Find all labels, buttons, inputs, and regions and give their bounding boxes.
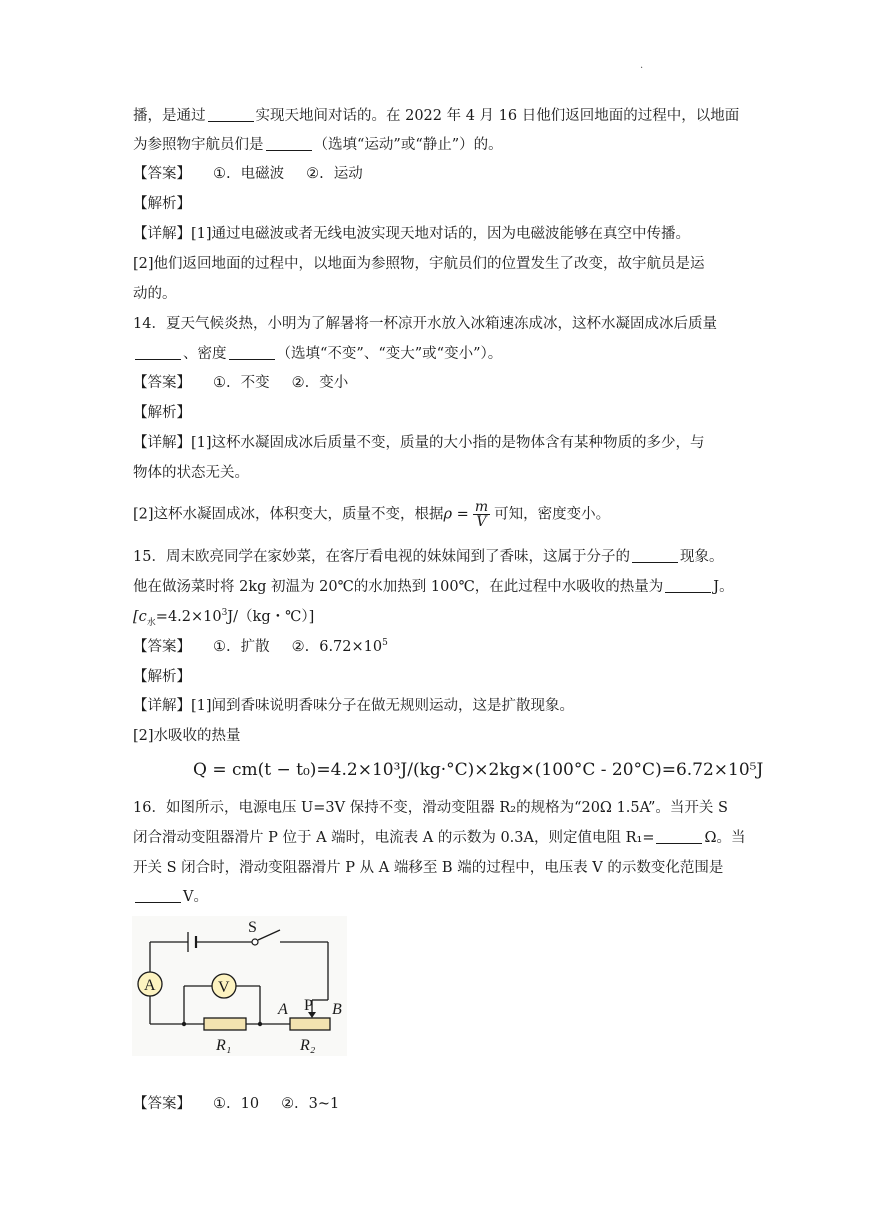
junction-dot — [182, 1022, 186, 1026]
q13-line2: 为参照物宇航员们是 （选填“运动”或“静止”）的。 — [133, 137, 503, 153]
q14-analysis-label: 【解析】 — [133, 405, 191, 421]
answer-blank[interactable] — [632, 548, 678, 563]
q15-answer: 【答案】 ①. 扩散 ②. $6.72\times 10^5$ — [133, 638, 388, 655]
slider-label: P — [304, 997, 313, 1014]
answer-blank[interactable] — [135, 345, 181, 360]
q14-detail-2: [2]这杯水凝固成冰，体积变大，质量不变，根据ρ = $\frac{m}{V}$ 可知，密度变小。 — [133, 499, 611, 530]
q16-answer: 【答案】 ①. 10 ②. 3~1 — [133, 1096, 340, 1112]
heat-formula: Q = cm(t − t₀)=4.2×10³J/(kg·°C)×2kg×(100°C - 20°C)=6.72×10⁵J — [193, 760, 764, 780]
q16-line1: 16．如图所示，电源电压 U=3V 保持不变，滑动变阻器 R₂的规格为“20Ω 1.5A”。当开关 S — [133, 800, 728, 816]
q15-line3: [$c_水=4.2\times 10^3J/(kg$・℃）] — [133, 608, 315, 628]
switch-label: S — [248, 919, 257, 936]
r2-label: R₂ — [300, 1037, 316, 1054]
q13-detail-2a: [2]他们返回地面的过程中，以地面为参照物，宇航员们的位置发生了改变，故宇航员是运 — [133, 256, 705, 272]
q16-line2: 闭合滑动变阻器滑片 P 位于 A 端时，电流表 A 的示数为 0.3A，则定值电阻 R₁= Ω。当 — [133, 830, 746, 846]
q13-detail-2b: 动的。 — [133, 286, 177, 302]
q14-line2: 、密度 （选填“不变”、“变大”或“变小”）。 — [133, 344, 502, 364]
q15-detail-2: [2]水吸收的热量 — [133, 728, 241, 744]
q15-analysis-label: 【解析】 — [133, 669, 191, 685]
answer-blank[interactable] — [266, 136, 312, 151]
switch-pivot — [252, 939, 258, 945]
ammeter-label: A — [144, 977, 156, 994]
end-b-label: B — [332, 1001, 342, 1018]
answer-blank[interactable] — [229, 345, 275, 360]
q15-line2: 他在做汤菜时将 2kg 初温为 20℃的水加热到 100℃，在此过程中水吸收的热量为 J。 — [133, 579, 734, 595]
resistor-r1 — [204, 1018, 246, 1030]
q14-answer: 【答案】 ①. 不变 ②. 变小 — [133, 375, 349, 391]
q13-line1: 播，是通过 实现天地间对话的。在 2022 年 4 月 16 日他们返回地面的过程中，以地面 — [133, 108, 740, 124]
answer-blank[interactable] — [656, 829, 702, 844]
answer-blank[interactable] — [665, 578, 711, 593]
end-a-label: A — [278, 1001, 288, 1018]
r1-label: R₁ — [216, 1037, 232, 1054]
q16-line4: V。 — [133, 887, 208, 907]
rheostat-r2 — [290, 1018, 330, 1030]
answer-blank[interactable] — [135, 888, 181, 903]
answer-blank[interactable] — [208, 107, 254, 122]
q16-line3: 开关 S 闭合时，滑动变阻器滑片 P 从 A 端移至 B 端的过程中，电压表 V 的示数变化范围是 — [133, 860, 724, 876]
q14-detail-1a: 【详解】[1]这杯水凝固成冰后质量不变，质量的大小指的是物体含有某种物质的多少，与 — [133, 435, 705, 451]
q13-detail-1: 【详解】[1]通过电磁波或者无线电波实现天地对话的，因为电磁波能够在真空中传播。 — [133, 226, 691, 242]
rho-symbol: ρ = — [443, 506, 469, 523]
q14-detail-1b: 物体的状态无关。 — [133, 465, 249, 481]
q15-line1: 15．周末欧亮同学在家妙菜，在客厅看电视的妹妹闻到了香味，这属于分子的 现象。 — [133, 549, 724, 565]
corner-mark: . — [640, 60, 644, 71]
voltmeter-label: V — [218, 979, 230, 996]
q13-analysis-label: 【解析】 — [133, 196, 191, 212]
junction-dot — [258, 1022, 262, 1026]
q13-answer: 【答案】 ①. 电磁波 ②. 运动 — [133, 166, 363, 182]
q15-detail-1: 【详解】[1]闻到香味说明香味分子在做无规则运动，这是扩散现象。 — [133, 698, 575, 714]
circuit-diagram — [132, 916, 347, 1056]
q14-line1: 14．夏天气候炎热，小明为了解暑将一杯凉开水放入冰箱速冻成冰，这杯水凝固成冰后质量 — [133, 316, 717, 332]
density-fraction: $\frac{m}{V}$ — [474, 499, 489, 530]
